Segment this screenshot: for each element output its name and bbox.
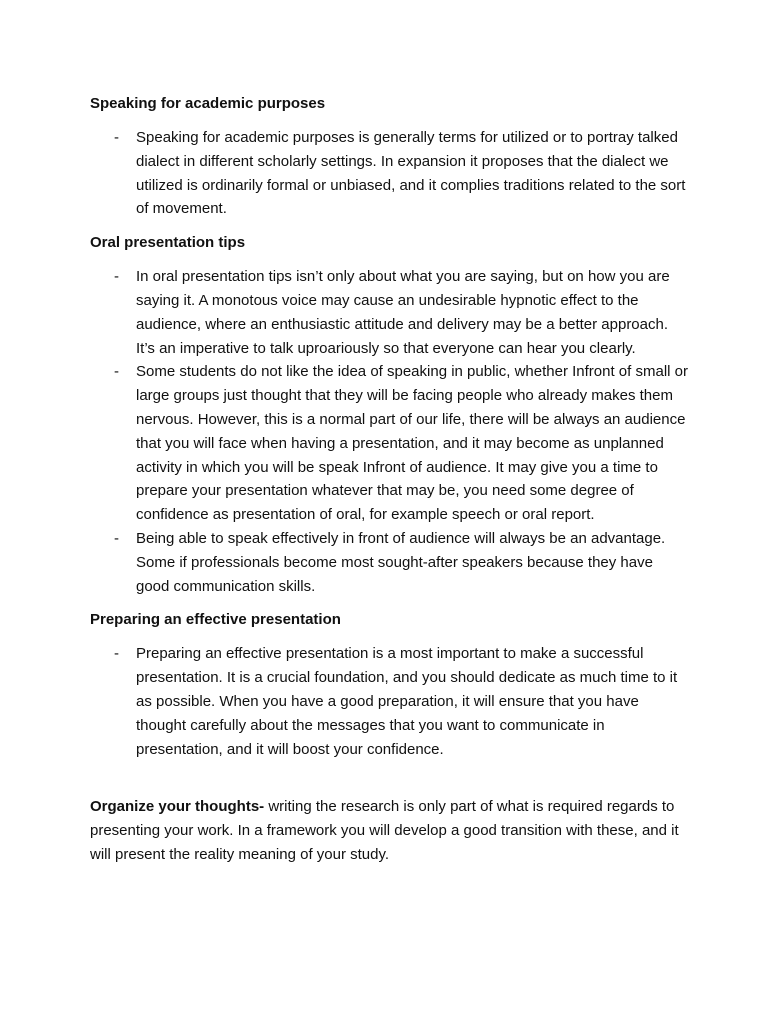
organize-text: writing the research is only part of what is required regards to presenting your work. In a framework you will develop a good transition with these, and it will present the reality meaning of your study. <box>90 798 679 863</box>
section-heading-academic: Speaking for academic purposes <box>90 95 326 112</box>
list-item-text: Some students do not like the idea of speaking in public, whether Infront of small or large groups just thought that they will be facing people who already makes them nervous. However, this is a normal part of our life, there will be always an audience that you will face when having a presentation, and it may become as unplanned activity in which you will be speak Infront of audience. It may give you a time to prepare your presentation whatever that may be, you need some degree of confidence as presentation of oral, for example speech or oral report. <box>136 363 688 524</box>
bullet-list-oral-tips <box>90 265 690 598</box>
list-item-text: Speaking for academic purposes is generally terms for utilized or to portray talked dialect in different scholarly settings. In expansion it proposes that the dialect we utilized is ordinarily formal or unbiased, and it complies traditions related to the sort of movement. <box>136 129 686 218</box>
list-item <box>90 642 690 761</box>
bullet-dash: - <box>114 645 119 663</box>
list-item <box>90 126 690 221</box>
bullet-dash: - <box>114 268 119 286</box>
list-item <box>90 360 690 527</box>
bullet-list-academic <box>90 126 690 221</box>
bullet-list-preparing <box>90 642 690 761</box>
list-item <box>90 527 690 598</box>
organize-paragraph <box>90 795 690 866</box>
section-heading-oral-tips: Oral presentation tips <box>90 234 246 252</box>
bullet-dash: - <box>114 129 119 146</box>
bullet-dash: - <box>114 363 119 381</box>
list-item-text: Being able to speak effectively in front of audience will always be an advantage. Some if professionals become most sought-after speakers because they have good communication skills. <box>136 529 666 595</box>
list-item <box>90 265 690 360</box>
section-heading-preparing: Preparing an effective presentation <box>90 611 341 629</box>
document-body <box>90 92 690 867</box>
bullet-dash: - <box>114 529 119 547</box>
list-item-text: Preparing an effective presentation is a most important to make a successful presentation. It is a crucial foundation, and you should dedicate as much time to it as possible. When you have a good preparation, it will ensure that you have thought carefully about the messages that you want to communicate in presentation, and it will boost your confidence. <box>136 645 678 758</box>
organize-lead: Organize your thoughts- <box>90 798 265 816</box>
list-item-text: In oral presentation tips isn’t only about what you are saying, but on how you are saying it. A monotous voice may cause an undesirable hypnotic effect to the audience, where an enthusiastic attitude and delivery may be a better approach. It’s an imperative to talk uproariously so that everyone can hear you clearly. <box>136 268 670 357</box>
